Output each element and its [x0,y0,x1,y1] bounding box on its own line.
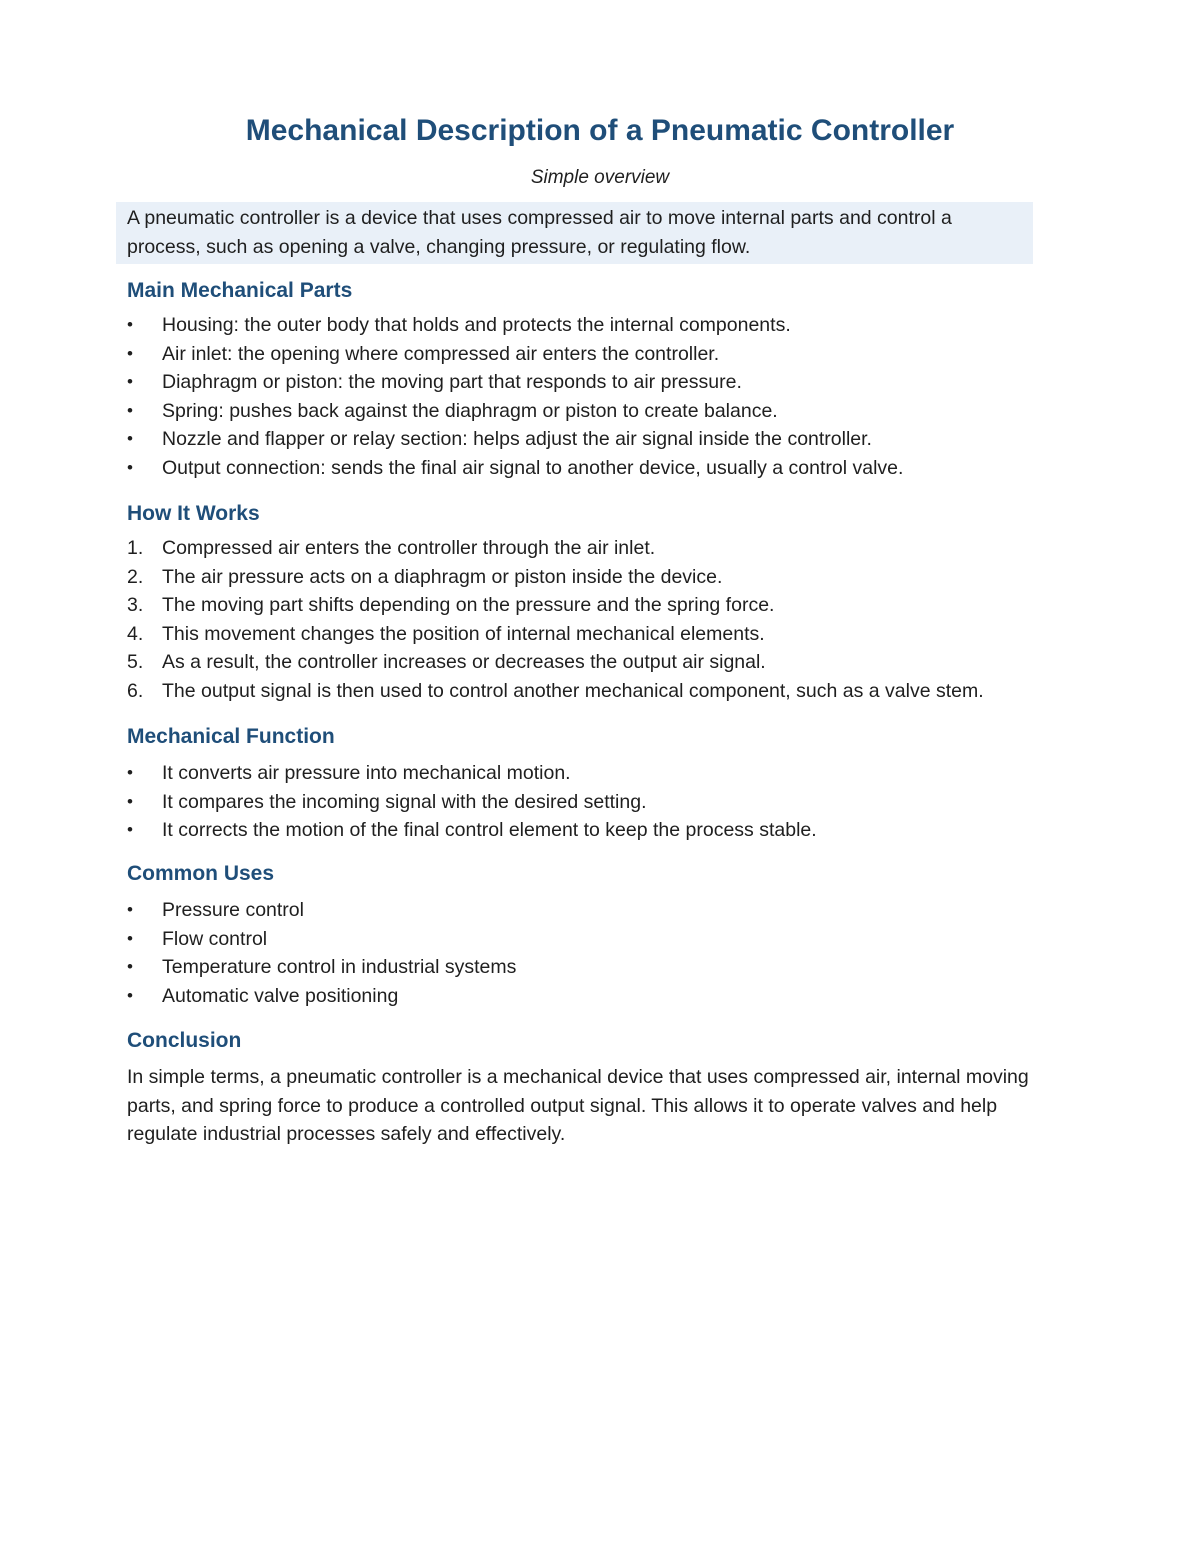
list-item-text: As a result, the controller increases or decreases the output air signal. [162,651,766,673]
document-subtitle: Simple overview [530,167,670,188]
list-item [127,368,1107,397]
section-common-uses [127,860,1107,1010]
list-item [127,648,1107,677]
list-item [127,454,1107,483]
section-main-parts [127,277,1107,482]
list-item-text: It compares the incoming signal with the desired setting. [162,790,647,813]
list-item-text: Output connection: sends the final air signal to another device, usually a control valve. [162,456,904,479]
list-item [127,397,1107,426]
list-item-text: Housing: the outer body that holds and protects the internal components. [162,314,791,336]
list-item [127,788,1107,817]
list-item-text: Compressed air enters the controller through the air inlet. [162,537,656,559]
list-item [127,677,1107,706]
number-marker: 5. [127,651,144,673]
section-how-it-works [127,500,1107,705]
bullet-marker: • [127,791,133,811]
list-item [127,896,1107,925]
list-item-text: This movement changes the position of internal mechanical elements. [162,622,765,645]
list-item [127,953,1107,982]
list-item [127,620,1107,649]
section-heading: How It Works [127,502,260,525]
list-item-text: Spring: pushes back against the diaphragm or piston to create balance. [162,399,778,422]
bullet-marker: • [127,763,133,782]
list-item-text: Flow control [162,927,268,950]
list-item-text: The moving part shifts depending on the pressure and the spring force. [162,594,775,616]
intro-callout: A pneumatic controller is a device that uses compressed air to move internal parts and control a process, such as opening a valve, changing pressure, or regulating flow. [116,202,1033,264]
bullet-marker: • [127,457,133,477]
bullet-list [127,311,1107,482]
list-item [127,534,1107,563]
bullet-marker: • [127,429,133,448]
bullet-marker: • [127,400,133,420]
number-marker: 1. [127,537,144,559]
bullet-marker: • [127,820,133,839]
list-item [127,816,1107,845]
number-marker: 2. [127,565,144,588]
list-item [127,311,1107,340]
list-item-text: The air pressure acts on a diaphragm or piston inside the device. [162,565,723,588]
numbered-list [127,534,1107,705]
list-item [127,563,1107,592]
list-item-text: Nozzle and flapper or relay section: helps adjust the air signal inside the controller. [162,428,872,450]
bullet-marker: • [127,372,133,391]
number-marker: 4. [127,622,144,645]
list-item-text: Diaphragm or piston: the moving part that responds to air pressure. [162,371,742,393]
list-item-text: It converts air pressure into mechanical motion. [162,762,571,784]
bullet-list [127,896,1107,1010]
document-title: Mechanical Description of a Pneumatic Controller [245,114,955,147]
list-item [127,591,1107,620]
bullet-marker: • [127,343,133,363]
list-item [127,925,1107,954]
bullet-marker: • [127,315,133,334]
section-heading: Main Mechanical Parts [127,279,353,302]
section-heading: Common Uses [127,862,275,885]
number-marker: 6. [127,679,144,702]
bullet-marker: • [127,900,133,919]
bullet-marker: • [127,957,133,976]
list-item-text: Temperature control in industrial systems [162,956,517,978]
list-item [127,759,1107,788]
list-item-text: The output signal is then used to control another mechanical component, such as a valve stem. [162,679,984,702]
list-item [127,982,1107,1011]
list-item-text: It corrects the motion of the final control element to keep the process stable. [162,819,817,841]
conclusion-paragraph: In simple terms, a pneumatic controller is a mechanical device that uses compressed air, internal moving parts, and spring force to produce a controlled output signal. This allows it to operate valves and help regulate industrial processes safely and effectively. [127,1066,1029,1145]
list-item [127,340,1107,369]
section-conclusion [127,1027,1107,1149]
list-item-text: Automatic valve positioning [162,984,399,1007]
bullet-list [127,759,1107,845]
bullet-marker: • [127,985,133,1005]
list-item [127,425,1107,454]
list-item-text: Air inlet: the opening where compressed air enters the controller. [162,342,720,365]
section-heading: Conclusion [127,1029,242,1052]
list-item-text: Pressure control [162,899,304,921]
number-marker: 3. [127,594,144,616]
bullet-marker: • [127,928,133,948]
section-heading: Mechanical Function [127,725,335,748]
section-mechanical-function [127,723,1107,845]
